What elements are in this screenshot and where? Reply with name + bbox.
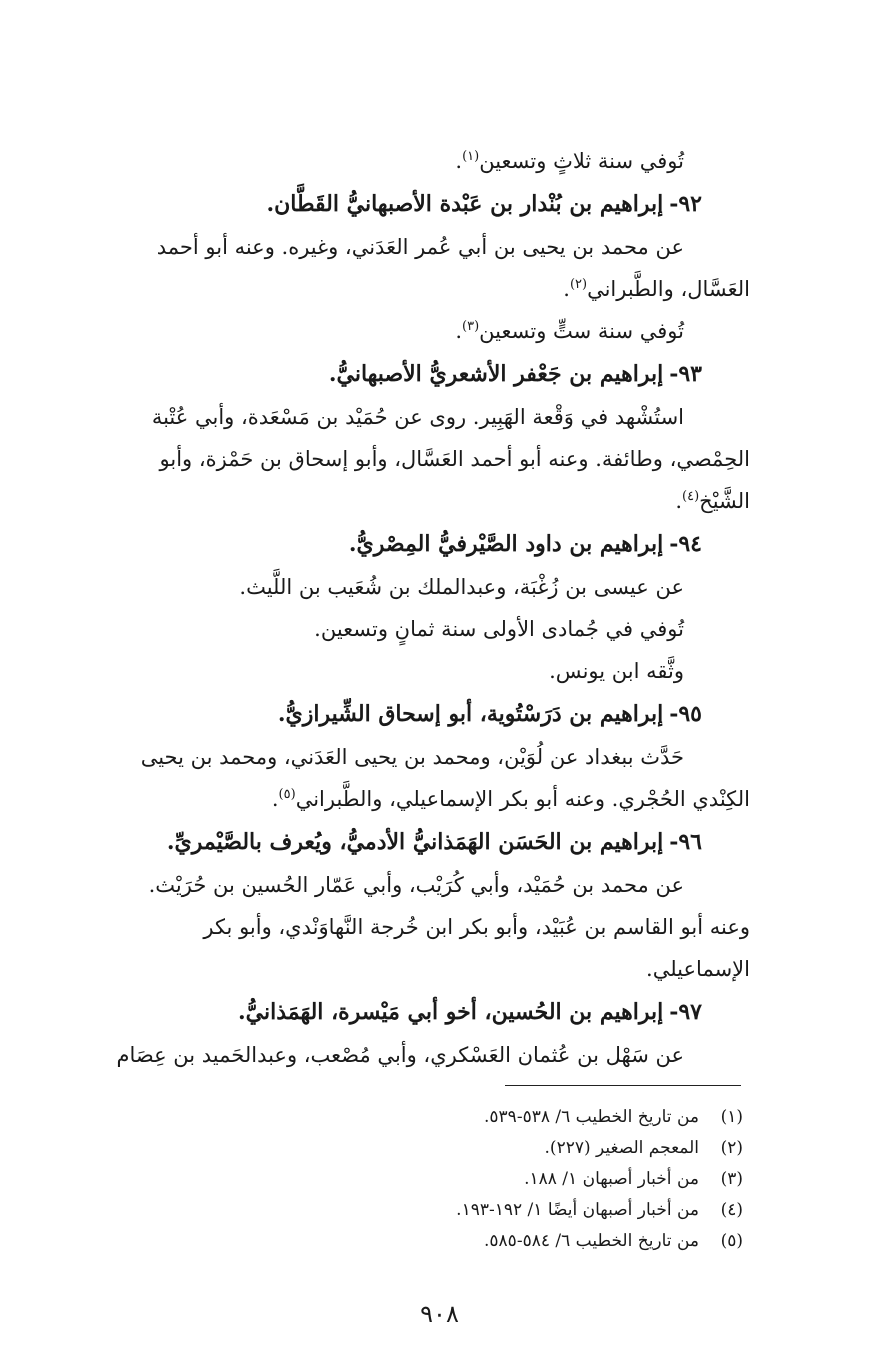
entry-title: إبراهيم بن الحُسين، أخو أبي مَيْسرة، الهَمَذانيُّ. — [237, 999, 664, 1025]
page-number: ٩٠٨ — [420, 1300, 459, 1328]
entry-heading-94 — [34, 522, 750, 566]
entry-title: إبراهيم بن دَرَسْتُوية، أبو إسحاق الشِّيرازيُّ. — [277, 701, 664, 727]
text-line: الحِمْصي، وطائفة. وعنه أبو أحمد العَسَّال، وأبو إسحاق بن حَمْزة، وأبو — [159, 447, 750, 471]
footnote-item — [300, 1133, 743, 1164]
footnote-ref: (١) — [462, 149, 480, 164]
entry-number: ٩٢- — [669, 191, 702, 217]
footnote-text: من تاريخ الخطيب ٦/ ٥٨٤-٥٨٥. — [484, 1231, 699, 1251]
text-line: عن عيسى بن زُغْبَة، وعبدالملك بن شُعَيب بن اللَّيث. — [239, 575, 684, 599]
entry-number: ٩٣- — [669, 361, 702, 387]
text-line: حَدَّث ببغداد عن لُوَيْن، ومحمد بن يحيى العَدَني، ومحمد بن يحيى — [140, 745, 684, 769]
text-line: عن محمد بن يحيى بن أبي عُمر العَدَني، وغيره. وعنه أبو أحمد — [156, 235, 684, 259]
footnote-ref: (٣) — [462, 319, 480, 334]
footnote-mark: (٣) — [720, 1169, 743, 1189]
footnote-mark: (١) — [720, 1107, 743, 1127]
footnote-item — [300, 1102, 743, 1133]
text-line: عن محمد بن حُمَيْد، وأبي كُرَيْب، وأبي عَمّار الحُسين بن حُرَيْث. — [148, 873, 684, 897]
text-line: وعنه أبو القاسم بن عُبَيْد، وأبو بكر ابن خُرجة النَّهاوَنْدي، وأبو بكر — [203, 915, 750, 939]
footnote-text: المعجم الصغير (٢٢٧). — [544, 1138, 699, 1158]
entry-number: ٩٥- — [669, 701, 702, 727]
entry-title: إبراهيم بن الحَسَن الهَمَذانيُّ الأدميُّ، ويُعرف بالصَّيْمريِّ. — [166, 829, 664, 855]
footnote-ref: (٤) — [682, 489, 700, 504]
line-text: العَسَّال، والطَّبراني — [587, 277, 750, 301]
text-line: الشَّيْخ$^{(٤)}$. — [675, 489, 750, 513]
footnote-mark: (٤) — [720, 1200, 743, 1220]
text-line: الكِنْدي الحُجْري. وعنه أبو بكر الإسماعيلي، والطَّبراني$^{(٥)}$. — [271, 787, 750, 811]
footnotes — [300, 1102, 743, 1257]
text-line: العَسَّال، والطَّبراني$^{(٢)}$. — [563, 277, 750, 301]
footnote-ref: (٢) — [569, 277, 588, 292]
footnote-text: من تاريخ الخطيب ٦/ ٥٣٨-٥٣٩. — [484, 1107, 699, 1127]
line-text: الشَّيْخ — [699, 489, 750, 513]
entry-heading-93 — [34, 352, 750, 396]
footnote-item — [300, 1226, 743, 1257]
footnote-text: من أخبار أصبهان أيضًا ١/ ١٩٢-١٩٣. — [456, 1200, 699, 1220]
entry-heading-96 — [34, 820, 750, 864]
entry-title: إبراهيم بن جَعْفر الأشعريُّ الأصبهانيُّ. — [328, 361, 664, 387]
line-text: الكِنْدي الحُجْري. وعنه أبو بكر الإسماعيلي، والطَّبراني — [295, 787, 750, 811]
text-line: استُشْهد في وَقْعة الهَبِير. روى عن حُمَيْد بن مَسْعَدة، وأبي عُتْبة — [151, 405, 684, 429]
footnote-mark: (٥) — [720, 1231, 743, 1251]
text-line: الإسماعيلي. — [646, 957, 750, 981]
entry-heading-95 — [34, 692, 750, 736]
line-text: تُوفي سنة ثلاثٍ وتسعين — [479, 149, 684, 173]
entry-heading-92 — [34, 182, 750, 226]
footnote-divider — [505, 1085, 741, 1086]
footnote-item — [300, 1195, 743, 1226]
line-text: تُوفي سنة ستٍّ وتسعين — [479, 319, 684, 343]
text-line: تُوفي سنة ثلاثٍ وتسعين$^{(١)}$. — [455, 149, 684, 173]
footnote-item — [300, 1164, 743, 1195]
footnote-text: من أخبار أصبهان ١/ ١٨٨. — [524, 1169, 699, 1189]
entry-number: ٩٤- — [669, 531, 702, 557]
text-line: وثَّقه ابن يونس. — [549, 659, 684, 683]
entry-number: ٩٧- — [669, 999, 702, 1025]
footnote-mark: (٢) — [720, 1138, 743, 1158]
main-text — [34, 140, 750, 1076]
text-line: عن سَهْل بن عُثمان العَسْكري، وأبي مُصْعب، وعبدالحَميد بن عِصَام — [116, 1043, 684, 1067]
text-line: تُوفي في جُمادى الأولى سنة ثمانٍ وتسعين. — [314, 617, 684, 641]
entry-number: ٩٦- — [669, 829, 702, 855]
text-line: تُوفي سنة ستٍّ وتسعين$^{(٣)}$. — [455, 319, 684, 343]
entry-title: إبراهيم بن بُنْدار بن عَبْدة الأصبهانيُّ القَطَّان. — [266, 191, 664, 217]
entry-heading-97 — [34, 990, 750, 1034]
entry-title: إبراهيم بن داود الصَّيْرفيُّ المِصْريُّ. — [348, 531, 664, 557]
footnote-ref: (٥) — [278, 787, 296, 802]
